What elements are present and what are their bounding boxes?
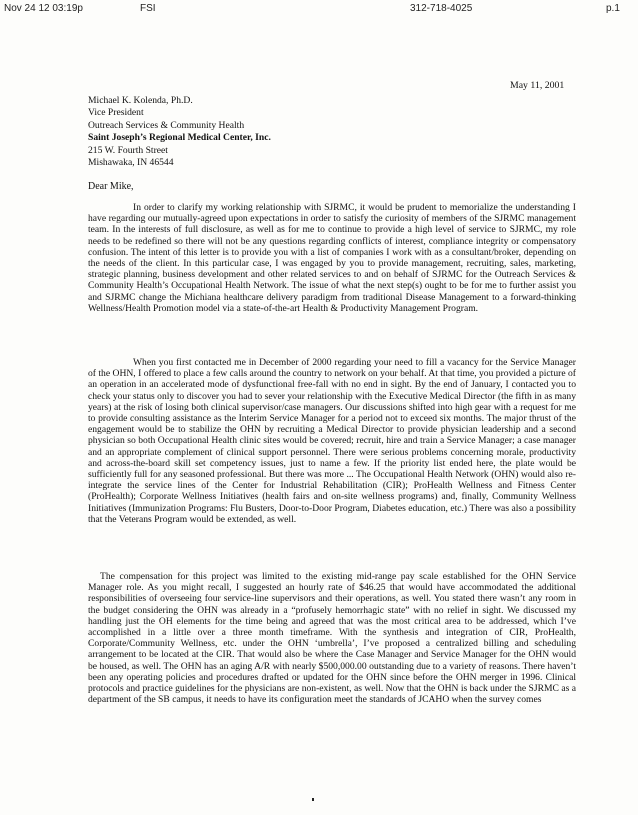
recipient-address: [88, 95, 488, 169]
fax-phone: 312-718-4025: [410, 3, 473, 14]
paragraph-3: The compensation for this project was limited to the existing mid-range pay scale established for the OHN Service Manager role. As you might recall, I suggested an hourly rate of $46.25 that would have accommodated the additional responsibilities of overseeing four service-line supervisors and their operations, as well. You stated there wasn’t any room in the budget considering the OHN was already in a “profusely hemorrhagic state” with no relief in sight. We discussed my handling just the OH elements for the time being and agreed that was the most critical area to be addressed, which I’ve accomplished in a little over a three month timeframe. With the synthesis and integration of CIR, ProHealth, Corporate/Community Wellness, etc. under the OHN ‘umbrella’, I’ve proposed a centralized billing and scheduling arrangement to be located at the CIR. That would also be where the Case Manager and Service Manager for the OHN would be housed, as well. The OHN has an aging A/R with nearly $500,000.00 outstanding due to a variety of reasons. There haven’t been any operating policies and procedures drafted or updated for the OHN since before the OHN merger in 1996. Clinical protocols and practice guidelines for the physicians are non-existent, as well. Now that the OHN is back under the SJRMC as a department of the SB campus, it needs to have its configuration meet the standards of JCAHO when the survey comes: [88, 571, 576, 706]
fax-sender: FSI: [140, 3, 156, 14]
paragraph-2: When you first contacted me in December of 2000 regarding your need to fill a vacancy for the Service Manager of the OHN, I offered to place a few calls around the country to network on your behalf. At that time, you provided a picture of an operation in an accelerated mode of dysfunctional free-fall with no end in sight. By the end of January, I contacted you to check your status only to discover you had to sever your relationship with the Executive Medical Director (the fifth in as many years) at the risk of losing both clinical supervisor/case managers. Our discussions shifted into high gear with a request for me to provide consulting assistance as the Interim Service Manager for a period not to exceed six months. The major thrust of the engagement would be to stabilize the OHN by recruiting a Medical Director to provide physician leadership and a second physician so both Occupational Health clinic sites would be covered; recruit, hire and train a Service Manager; a case manager and an appropriate complement of clinical support personnel. There were serious problems concerning morale, productivity and across-the-board skill set competency issues, just to name a few. If the priority list ended here, the plate would be sufficiently full for any seasoned professional. But there was more ... The Occupational Health Network (OHN) would also re-integrate the service lines of the Center for Industrial Rehabilitation (CIR); ProHealth Wellness and Fitness Center (ProHealth); Corporate Wellness Initiatives (health fairs and on-site wellness programs) and, finally, Community Wellness Initiatives (Immunization Programs: Flu Busters, Door-to-Door Program, Diabetes education, etc.) There was also a possibility that the Veterans Program would be extended, as well.: [88, 357, 576, 525]
recipient-title: Vice President: [88, 107, 144, 119]
letter-date: May 11, 2001: [510, 80, 565, 91]
fax-header: [0, 3, 638, 17]
page-mark: [312, 798, 314, 801]
recipient-organization: Saint Joseph’s Regional Medical Center, Inc.: [88, 132, 271, 144]
recipient-city: Mishawaka, IN 46544: [88, 157, 174, 169]
salutation: Dear Mike,: [88, 181, 134, 192]
fax-page-number: p.1: [606, 3, 620, 14]
recipient-street: 215 W. Fourth Street: [88, 144, 168, 156]
recipient-name: Michael K. Kolenda, Ph.D.: [88, 95, 193, 106]
recipient-department: Outreach Services & Community Health: [88, 119, 245, 131]
fax-datetime: Nov 24 12 03:19p: [4, 3, 83, 14]
paragraph-1: In order to clarify my working relationship with SJRMC, it would be prudent to memorialize the understanding I have regarding our mutually-agreed upon expectations in order to satisfy the curiosity of members of the SJRMC management team. In the interests of full disclosure, as well as for me to continue to provide a high level of service to SJRMC, my role needs to be redefined so there will not be any questions regarding conflicts of interest, compliance integrity or compensatory confusion. The intent of this letter is to provide you with a list of companies I work with as a consultant/broker, depending on the needs of the client. In this particular case, I was engaged by you to provide management, recruiting, sales, marketing, strategic planning, business development and other related services to and on behalf of SJRMC for the Outreach Services & Community Health’s Occupational Health Network. The issue of what the next step(s) ought to be for me to further assist you and SJRMC change the Michiana healthcare delivery paradigm from traditional Disease Management to a forward-thinking Wellness/Health Promotion model via a state-of-the-art Health & Productivity Management Program.: [88, 202, 576, 314]
